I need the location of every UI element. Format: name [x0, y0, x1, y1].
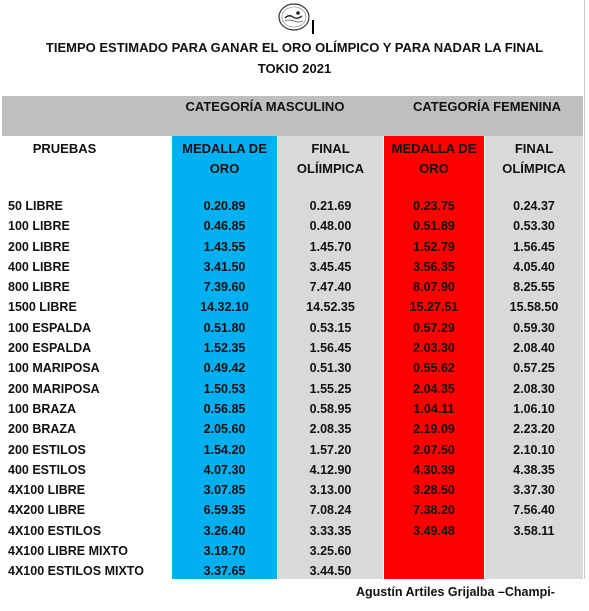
- male-final-time: 3.33.35: [309, 523, 352, 538]
- table-row: [0, 238, 589, 258]
- female-final-time: 0.57.25: [513, 361, 555, 376]
- header-female-gold: [384, 139, 484, 179]
- header-events: PRUEBAS: [32, 141, 97, 156]
- male-final-time: 0.58.95: [309, 401, 352, 416]
- male-final-time: 7.08.24: [309, 503, 352, 518]
- event-name: 200 MARIPOSA: [8, 381, 100, 396]
- header-male-gold-line2: ORO: [209, 161, 240, 176]
- female-gold-time: 4.30.39: [413, 462, 455, 477]
- male-gold-time: 0.46.85: [203, 219, 246, 234]
- event-name: 4X100 ESTILOS: [8, 523, 102, 538]
- female-final-time: 2.23.20: [513, 422, 555, 437]
- male-final-time: 4.12.90: [309, 462, 352, 477]
- event-name: 200 BRAZA: [8, 422, 77, 437]
- male-final-time: 3.44.50: [309, 564, 352, 579]
- female-gold-time: 8.07.90: [413, 280, 455, 295]
- female-gold-time: 3.56.35: [413, 259, 455, 274]
- female-gold-time: 2.19.09: [413, 422, 455, 437]
- table-row: [0, 400, 589, 420]
- female-gold-time: 1.04.11: [413, 401, 455, 416]
- header-female-gold-line1: MEDALLA DE: [391, 141, 477, 156]
- male-gold-time: 1.54.20: [203, 442, 246, 457]
- female-final-time: 1.56.45: [513, 239, 555, 254]
- header-male-gold-line1: MEDALLA DE: [182, 141, 267, 156]
- event-name: 4X200 LIBRE: [8, 503, 86, 518]
- category-male-label: CATEGORÍA MASCULINO: [185, 99, 345, 114]
- table-row: [0, 380, 589, 400]
- male-gold-time: 3.37.65: [203, 564, 246, 579]
- event-name: 100 ESPALDA: [8, 320, 92, 335]
- event-name: 800 LIBRE: [8, 280, 70, 295]
- table-row: [0, 461, 589, 481]
- male-gold-time: 3.41.50: [203, 259, 246, 274]
- female-gold-time: 0.23.75: [413, 199, 455, 213]
- event-name: 4X100 LIBRE: [8, 483, 86, 498]
- female-gold-time: 0.51.89: [413, 219, 455, 234]
- male-gold-time: 2.05.60: [203, 422, 246, 437]
- header-female-final-line1: FINAL: [514, 141, 554, 156]
- table-row: [0, 298, 589, 318]
- page-subtitle: TOKIO 2021: [257, 61, 332, 76]
- male-final-time: 2.08.35: [309, 422, 352, 437]
- female-final-time: 2.10.10: [513, 442, 555, 457]
- event-name: 50 LIBRE: [8, 199, 63, 213]
- female-gold-time: 2.03.30: [413, 341, 455, 356]
- event-name: 100 MARIPOSA: [8, 361, 100, 376]
- swimming-federation-logo: [277, 2, 311, 32]
- male-gold-time: 14.32.10: [200, 300, 249, 315]
- male-gold-time: 7.39.60: [203, 280, 246, 295]
- male-final-time: 3.45.45: [309, 259, 352, 274]
- male-gold-time: 3.26.40: [203, 523, 246, 538]
- event-name: 4X100 LIBRE MIXTO: [8, 544, 128, 559]
- male-gold-time: 1.43.55: [203, 239, 246, 254]
- table-row: [0, 217, 589, 237]
- times-table: [0, 197, 589, 583]
- table-row: [0, 420, 589, 440]
- female-gold-time: 3.28.50: [413, 483, 455, 498]
- table-row: [0, 197, 589, 217]
- female-final-time: 15.58.50: [509, 300, 559, 315]
- header-female-final-line2: OLÍMPICA: [502, 161, 566, 176]
- female-gold-time: 3.49.48: [413, 523, 455, 538]
- male-gold-time: 0.49.42: [203, 361, 246, 376]
- male-gold-time: 0.56.85: [203, 401, 246, 416]
- male-gold-time: 0.51.80: [203, 320, 246, 335]
- table-row: [0, 441, 589, 461]
- female-gold-time: 1.52.79: [413, 239, 455, 254]
- page-title: TIEMPO ESTIMADO PARA GANAR EL ORO OLÍMPICO Y PARA NADAR LA FINAL: [45, 40, 544, 55]
- female-final-time: 0.53.30: [513, 219, 555, 234]
- female-final-time: 7.56.40: [513, 503, 555, 518]
- female-final-time: 0.24.37: [513, 199, 555, 213]
- event-name: 200 ESPALDA: [8, 341, 92, 356]
- male-final-time: 1.56.45: [309, 341, 352, 356]
- table-row: [0, 359, 589, 379]
- female-final-time: 4.05.40: [513, 259, 555, 274]
- female-final-time: 3.37.30: [513, 483, 555, 498]
- right-divider: [584, 0, 585, 579]
- table-row: [0, 542, 589, 562]
- female-gold-time: 0.57.29: [413, 320, 455, 335]
- table-row: [0, 481, 589, 501]
- table-row: [0, 278, 589, 298]
- header-male-final-line2: OLÍIMPICA: [296, 161, 365, 176]
- female-final-time: 2.08.40: [513, 341, 555, 356]
- event-name: 100 LIBRE: [8, 219, 70, 234]
- male-gold-time: 3.07.85: [203, 483, 246, 498]
- male-final-time: 14.52.35: [306, 300, 355, 315]
- male-gold-time: 4.07.30: [203, 462, 246, 477]
- event-name: 1500 LIBRE: [8, 300, 77, 315]
- table-row: [0, 522, 589, 542]
- female-final-time: 0.59.30: [513, 320, 555, 335]
- event-name: 200 ESTILOS: [8, 442, 86, 457]
- female-final-time: 2.08.30: [513, 381, 555, 396]
- female-gold-time: 7.38.20: [413, 503, 455, 518]
- male-gold-time: 3.18.70: [203, 544, 246, 559]
- male-final-time: 1.55.25: [309, 381, 352, 396]
- category-female-label: CATEGORÍA FEMENINA: [412, 99, 562, 114]
- event-name: 400 ESTILOS: [8, 462, 86, 477]
- table-row: [0, 562, 589, 582]
- male-final-time: 7.47.40: [309, 280, 352, 295]
- event-name: 100 BRAZA: [8, 401, 77, 416]
- event-name: 4X100 ESTILOS MIXTO: [8, 564, 144, 579]
- event-name: 400 LIBRE: [8, 259, 70, 274]
- male-final-time: 3.13.00: [309, 483, 352, 498]
- header-male-final: [278, 139, 383, 179]
- event-name: 200 LIBRE: [8, 239, 70, 254]
- female-final-time: 8.25.55: [513, 280, 555, 295]
- female-final-time: 4.38.35: [513, 462, 555, 477]
- table-row: [0, 501, 589, 521]
- female-gold-time: 0.55.62: [413, 361, 455, 376]
- table-row: [0, 339, 589, 359]
- male-gold-time: 1.52.35: [203, 341, 246, 356]
- male-final-time: 1.57.20: [309, 442, 352, 457]
- male-final-time: 3.25.60: [309, 544, 352, 559]
- female-gold-time: 15.27.51: [409, 300, 459, 315]
- author-credit: Agustín Artiles Grijalba –Champi-: [356, 585, 555, 599]
- male-final-time: 0.21.69: [309, 199, 352, 213]
- male-final-time: 0.48.00: [309, 219, 352, 234]
- header-female-gold-line2: ORO: [419, 161, 449, 176]
- table-row: [0, 319, 589, 339]
- header-male-gold: [172, 139, 277, 179]
- male-final-time: 0.53.15: [309, 320, 352, 335]
- male-gold-time: 1.50.53: [203, 381, 246, 396]
- male-gold-time: 6.59.35: [203, 503, 246, 518]
- female-gold-time: 2.04.35: [413, 381, 455, 396]
- header-female-final: [485, 139, 583, 179]
- male-gold-time: 0.20.89: [203, 199, 246, 213]
- male-final-time: 0.51.30: [309, 361, 352, 376]
- male-final-time: 1.45.70: [309, 239, 352, 254]
- female-gold-time: 2.07.50: [413, 442, 455, 457]
- cursor-bar: [312, 20, 314, 34]
- female-final-time: 1.06.10: [513, 401, 555, 416]
- header-male-final-line1: FINAL: [311, 141, 350, 156]
- table-row: [0, 258, 589, 278]
- female-final-time: 3.58.11: [513, 523, 555, 538]
